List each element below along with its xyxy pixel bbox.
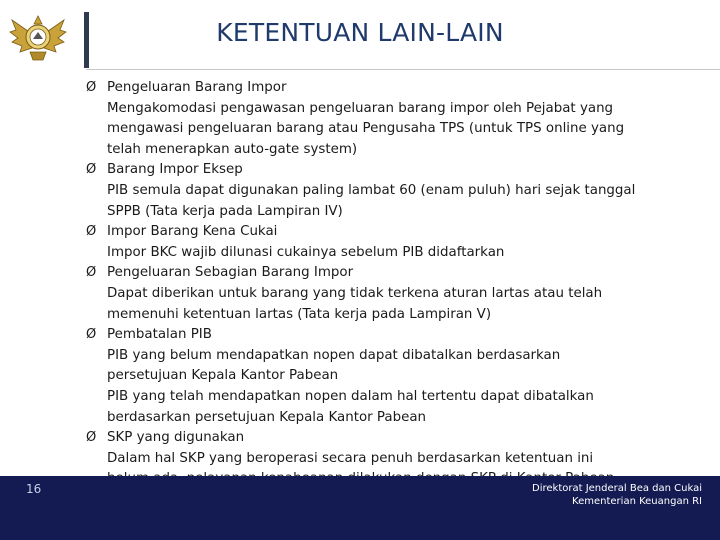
footer-bar — [0, 476, 720, 540]
arrow-bullet-icon: Ø — [86, 430, 97, 446]
organization-label — [532, 482, 702, 508]
list-item-text: berdasarkan persetujuan Kepala Kantor Pabean — [107, 409, 427, 425]
list-item — [86, 160, 711, 222]
list-item-heading: Pengeluaran Sebagian Barang Impor — [107, 265, 354, 281]
list-item-heading: Pengeluaran Barang Impor — [107, 80, 287, 95]
list-item-text: telah menerapkan auto-gate system) — [107, 141, 358, 157]
arrow-bullet-icon: Ø — [86, 224, 97, 240]
list-item-text: PIB semula dapat digunakan paling lambat 60 (enam puluh) hari sejak tanggal — [107, 182, 636, 198]
org-line-1: Direktorat Jenderal Bea dan Cukai — [532, 483, 702, 494]
page-number: 16 — [26, 482, 42, 496]
list-item — [86, 263, 711, 325]
list-item — [86, 325, 711, 428]
list-item-text: SPPB (Tata kerja pada Lampiran IV) — [107, 203, 343, 219]
arrow-bullet-icon: Ø — [86, 80, 97, 95]
list-item-heading: Impor Barang Kena Cukai — [107, 224, 278, 240]
arrow-bullet-icon: Ø — [86, 162, 97, 178]
list-item-text: Mengakomodasi pengawasan pengeluaran barang impor oleh Pejabat yang — [107, 100, 614, 116]
org-line-2: Kementerian Keuangan RI — [572, 496, 702, 507]
list-item-heading-row — [86, 222, 711, 243]
list-item-heading: Barang Impor Eksep — [107, 162, 243, 178]
list-item — [86, 222, 711, 263]
list-item-text: PIB yang belum mendapatkan nopen dapat dibatalkan berdasarkan — [107, 347, 561, 363]
arrow-bullet-icon: Ø — [86, 327, 97, 343]
list-item-text: PIB yang telah mendapatkan nopen dalam hal tertentu dapat dibatalkan — [107, 388, 594, 404]
list-item-text: memenuhi ketentuan lartas (Tata kerja pada Lampiran V) — [107, 306, 492, 322]
list-item-heading-row — [86, 325, 711, 346]
list-item-heading-row — [86, 428, 711, 449]
list-item-text: Impor BKC wajib dilunasi cukainya sebelum PIB didaftarkan — [107, 244, 505, 260]
arrow-bullet-icon: Ø — [86, 265, 97, 281]
customs-emblem-icon — [8, 8, 68, 68]
list-item-text: persetujuan Kepala Kantor Pabean — [107, 368, 339, 384]
list-item-text: mengawasi pengeluaran barang atau Pengusaha TPS (untuk TPS online yang — [107, 121, 625, 137]
list-item-text: Dalam hal SKP yang beroperasi secara penuh berdasarkan ketentuan ini — [107, 450, 594, 466]
list-item-text: Dapat diberikan untuk barang yang tidak terkena aturan lartas atau telah — [107, 285, 603, 301]
page-title: KETENTUAN LAIN-LAIN — [216, 18, 504, 47]
header-divider-horizontal — [86, 69, 720, 70]
list-item-heading-row — [86, 160, 711, 181]
header-divider-vertical — [84, 12, 89, 68]
list-item-heading: SKP yang digunakan — [107, 430, 245, 446]
list-item — [86, 78, 711, 160]
list-item-heading-row — [86, 78, 711, 99]
content-list — [86, 78, 711, 490]
list-item-heading-row — [86, 263, 711, 284]
list-item-heading: Pembatalan PIB — [107, 327, 212, 343]
